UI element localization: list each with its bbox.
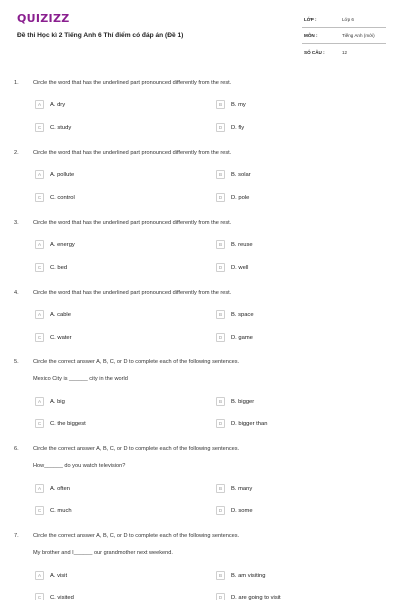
question-sentence: My brother and I______ our grandmother next weekend. [33, 550, 173, 556]
option-c[interactable] [35, 506, 72, 515]
option-letter-box: C [35, 123, 44, 132]
question-text: Circle the word that has the underlined part pronounced differently from the rest. [33, 220, 232, 226]
option-text: A. cable [50, 311, 71, 318]
option-text: C. much [50, 507, 72, 514]
info-label: LỚP : [304, 17, 317, 22]
option-b[interactable] [216, 170, 251, 179]
option-letter-box: B [216, 170, 225, 179]
option-letter-box: A [35, 397, 44, 406]
option-text: A. visit [50, 572, 68, 579]
option-a[interactable] [35, 397, 65, 406]
option-text: D. are going to visit [231, 594, 281, 600]
question-number: 2. [14, 150, 19, 156]
option-b[interactable] [216, 397, 254, 406]
quizizz-logo: QUIZIZZ [17, 12, 70, 25]
option-text: D. well [231, 264, 249, 271]
option-b[interactable] [216, 310, 254, 319]
info-panel [302, 12, 386, 60]
option-letter-box: A [35, 484, 44, 493]
option-letter-box: D [216, 333, 225, 342]
option-text: A. dry [50, 101, 66, 108]
option-text: D. game [231, 334, 253, 341]
question-number: 1. [14, 80, 19, 86]
question-number: 3. [14, 220, 19, 226]
option-letter-box: D [216, 263, 225, 272]
option-c[interactable] [35, 419, 86, 428]
option-text: B. solar [231, 171, 251, 178]
option-text: A. energy [50, 241, 75, 248]
option-text: D. fly [231, 124, 245, 131]
question-text: Circle the correct answer A, B, C, or D to complete each of the following sentences. [33, 533, 240, 539]
option-text: C. water [50, 334, 72, 341]
question-number: 7. [14, 533, 19, 539]
option-letter-box: B [216, 571, 225, 580]
option-letter-box: B [216, 397, 225, 406]
option-text: C. visited [50, 594, 74, 600]
option-text: B. space [231, 311, 254, 318]
option-letter-box: A [35, 100, 44, 109]
option-letter-box: D [216, 419, 225, 428]
option-d[interactable] [216, 193, 249, 202]
info-row-subject [302, 28, 386, 44]
option-text: B. many [231, 485, 253, 492]
option-letter-box: B [216, 240, 225, 249]
option-text: C. bed [50, 264, 68, 271]
question-sentence: Mexico City is ______ city in the world [33, 376, 128, 382]
option-text: B. my [231, 101, 246, 108]
option-text: D. pole [231, 194, 250, 201]
option-text: B. bigger [231, 398, 255, 405]
option-d[interactable] [216, 123, 244, 132]
option-letter-box: C [35, 193, 44, 202]
option-b[interactable] [216, 571, 265, 580]
option-c[interactable] [35, 123, 71, 132]
option-b[interactable] [216, 100, 246, 109]
option-a[interactable] [35, 571, 67, 580]
option-text: D. bigger than [231, 420, 268, 427]
option-letter-box: D [216, 193, 225, 202]
info-value: Tiếng Anh (mới) [342, 33, 375, 38]
option-text: A. pollute [50, 171, 75, 178]
question-sentence: How______ do you watch television? [33, 463, 126, 469]
option-text: C. control [50, 194, 75, 201]
option-letter-box: A [35, 170, 44, 179]
option-text: C. the biggest [50, 420, 86, 427]
option-d[interactable] [216, 419, 267, 428]
option-c[interactable] [35, 193, 75, 202]
question-text: Circle the word that has the underlined part pronounced differently from the rest. [33, 150, 232, 156]
option-letter-box: C [35, 419, 44, 428]
option-letter-box: C [35, 593, 44, 600]
question-text: Circle the correct answer A, B, C, or D to complete each of the following sentences. [33, 359, 240, 365]
option-b[interactable] [216, 240, 253, 249]
option-a[interactable] [35, 240, 75, 249]
option-letter-box: C [35, 506, 44, 515]
option-letter-box: D [216, 123, 225, 132]
info-row-class [302, 12, 386, 28]
option-d[interactable] [216, 333, 253, 342]
question-text: Circle the correct answer A, B, C, or D to complete each of the following sentences. [33, 446, 240, 452]
info-label: SỐ CÂU : [304, 49, 325, 55]
option-letter-box: B [216, 310, 225, 319]
option-text: A. big [50, 398, 65, 405]
option-letter-box: A [35, 571, 44, 580]
info-value: Lớp 6 [342, 17, 354, 22]
question-number: 5. [14, 359, 19, 365]
option-a[interactable] [35, 100, 65, 109]
info-value: 12 [342, 49, 348, 55]
option-letter-box: C [35, 263, 44, 272]
option-c[interactable] [35, 593, 74, 600]
option-letter-box: A [35, 310, 44, 319]
page-title: Đề thi Học kì 2 Tiếng Anh 6 Thí điểm có đáp án (Đề 1) [17, 32, 184, 39]
option-text: A. often [50, 485, 70, 492]
question-text: Circle the word that has the underlined part pronounced differently from the rest. [33, 290, 232, 296]
option-letter-box: D [216, 506, 225, 515]
option-a[interactable] [35, 310, 71, 319]
info-label: MÔN : [304, 33, 318, 38]
option-letter-box: C [35, 333, 44, 342]
option-text: B. am visiting [231, 572, 266, 579]
option-d[interactable] [216, 506, 253, 515]
info-row-question-count [302, 44, 386, 60]
question-number: 4. [14, 290, 19, 296]
option-text: D. some [231, 507, 253, 514]
option-a[interactable] [35, 170, 74, 179]
option-letter-box: B [216, 100, 225, 109]
option-letter-box: B [216, 484, 225, 493]
question-number: 6. [14, 446, 19, 452]
option-text: B. reuse [231, 241, 253, 248]
option-c[interactable] [35, 333, 72, 342]
option-d[interactable] [216, 263, 248, 272]
option-a[interactable] [35, 484, 70, 493]
option-text: C. study [50, 124, 72, 131]
option-c[interactable] [35, 263, 67, 272]
option-letter-box: A [35, 240, 44, 249]
option-d[interactable] [216, 593, 281, 600]
option-letter-box: D [216, 593, 225, 600]
question-text: Circle the word that has the underlined part pronounced differently from the rest. [33, 80, 232, 86]
option-b[interactable] [216, 484, 252, 493]
